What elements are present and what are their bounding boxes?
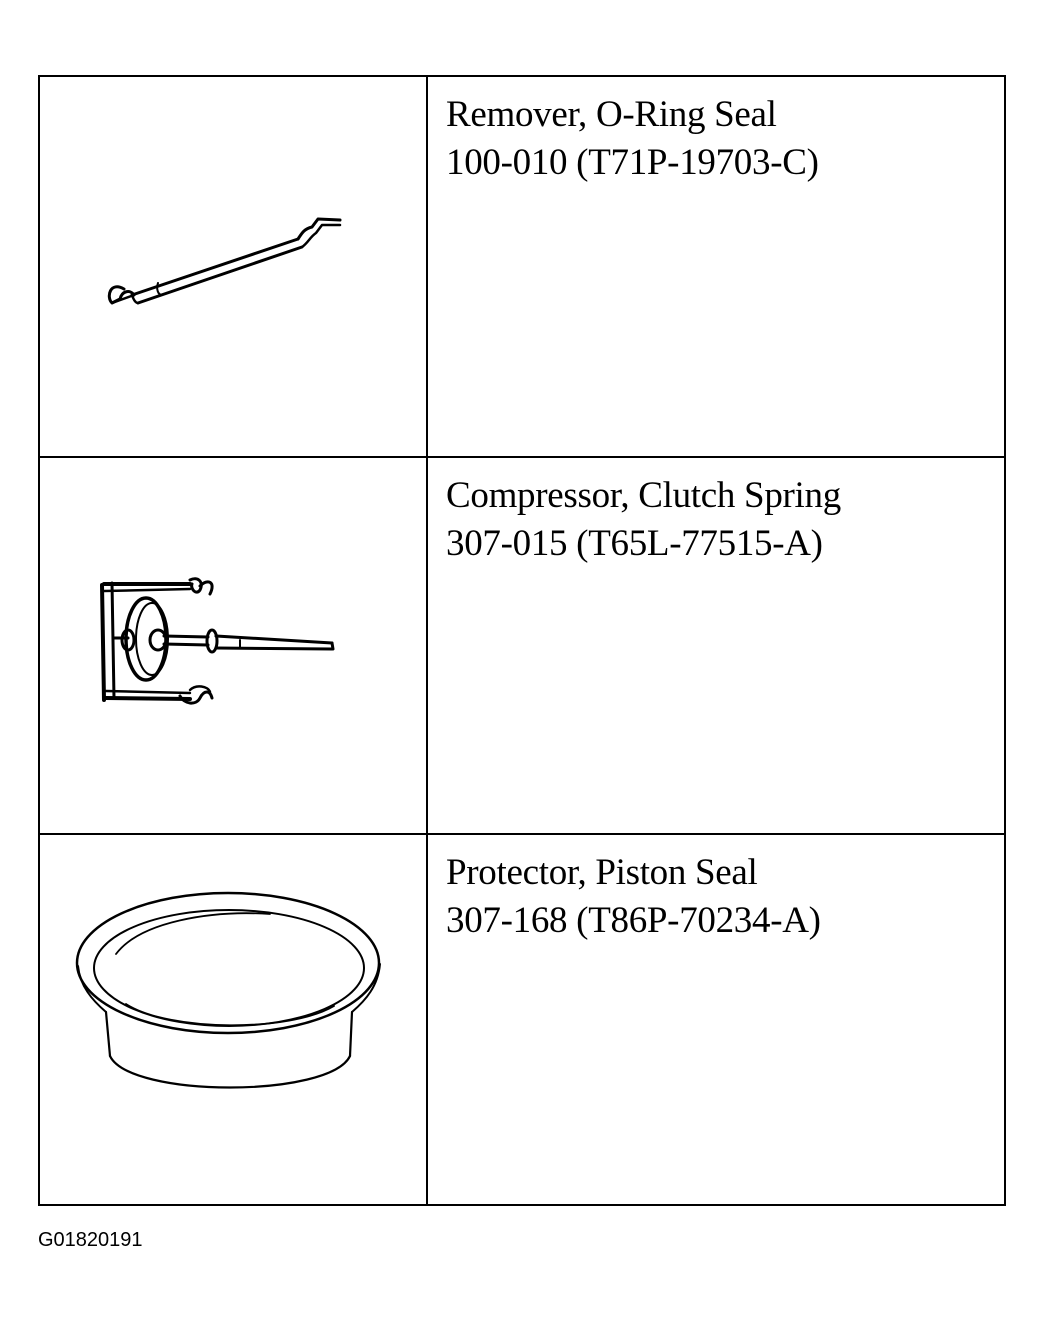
tool-row-piston-seal-protector xyxy=(40,835,1004,1204)
o-ring-seal-remover-icon xyxy=(40,77,426,456)
tool-row-clutch-spring-compressor xyxy=(40,458,1004,835)
tool-number: 307-168 (T86P-70234-A) xyxy=(446,900,821,941)
tool-name: Remover, O-Ring Seal xyxy=(446,94,777,135)
tool-description-cell xyxy=(428,458,1004,833)
illustration-cell xyxy=(40,77,428,456)
piston-seal-protector-icon xyxy=(40,835,426,1204)
illustration-cell xyxy=(40,458,428,833)
tool-number: 307-015 (T65L-77515-A) xyxy=(446,523,823,564)
clutch-spring-compressor-icon xyxy=(40,458,426,833)
tool-description-cell xyxy=(428,77,1004,456)
tool-number: 100-010 (T71P-19703-C) xyxy=(446,142,819,183)
figure-id: G01820191 xyxy=(38,1229,143,1251)
tool-name: Compressor, Clutch Spring xyxy=(446,475,841,516)
illustration-cell xyxy=(40,835,428,1204)
special-tools-table xyxy=(38,75,1006,1206)
tool-row-o-ring-seal-remover xyxy=(40,77,1004,458)
tool-description-cell xyxy=(428,835,1004,1204)
tool-name: Protector, Piston Seal xyxy=(446,852,758,893)
